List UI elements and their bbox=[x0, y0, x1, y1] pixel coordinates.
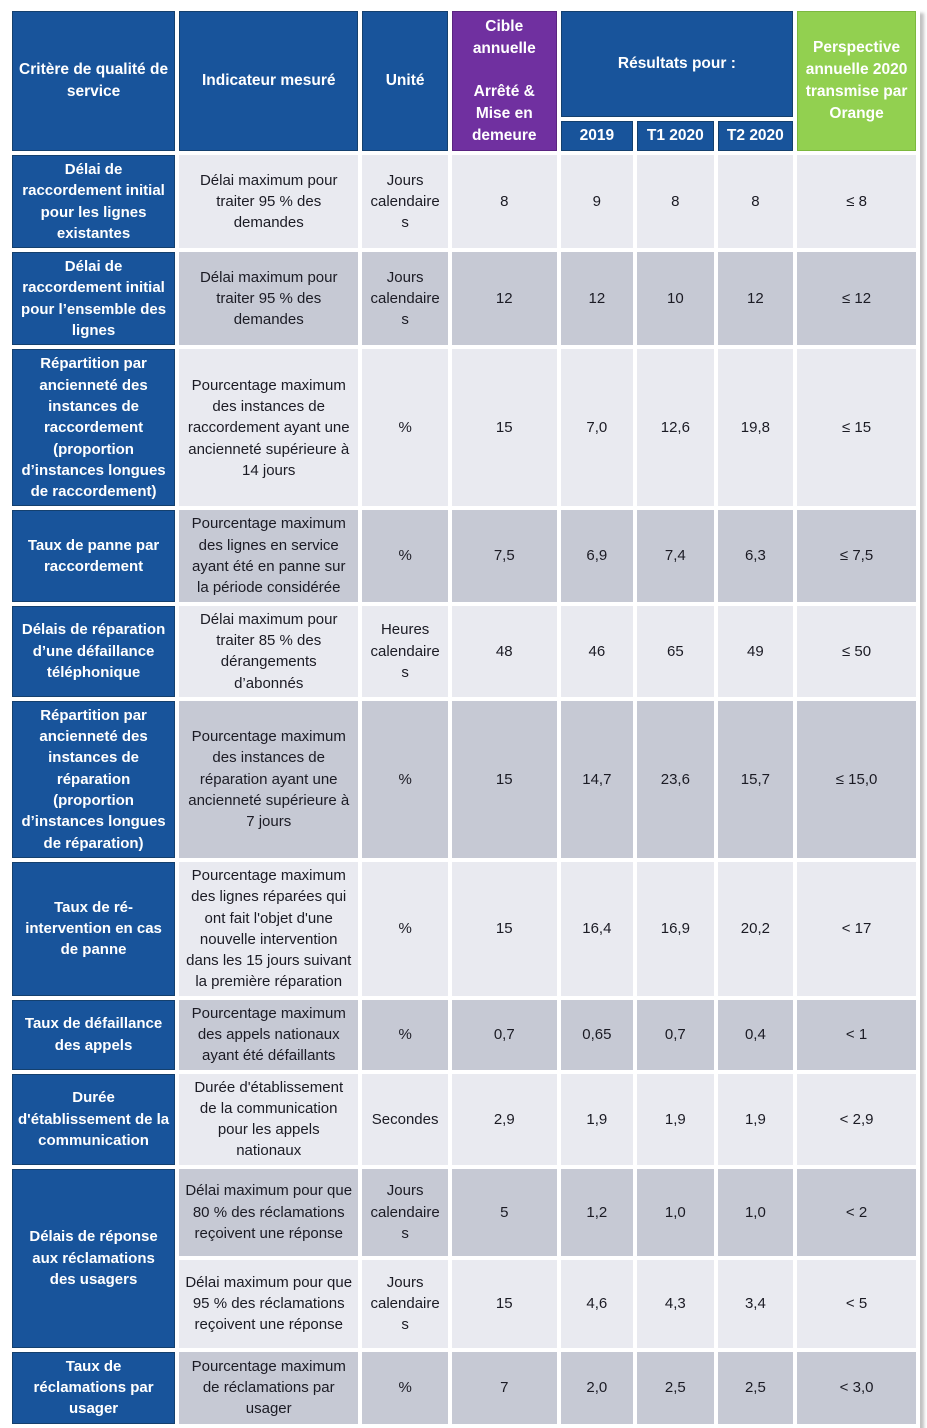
table-row bbox=[12, 1352, 916, 1424]
result-t1-2020-cell: 1,9 bbox=[637, 1074, 714, 1165]
perspective-cell: < 2 bbox=[797, 1169, 916, 1256]
criterion-cell: Taux de réclamations par usager bbox=[12, 1352, 175, 1424]
result-2019-cell: 0,65 bbox=[561, 1000, 633, 1070]
annual-target-cell: 15 bbox=[452, 349, 557, 506]
perspective-cell: < 2,9 bbox=[797, 1074, 916, 1165]
criterion-cell: Taux de ré-intervention en cas de panne bbox=[12, 862, 175, 996]
table-row bbox=[12, 606, 916, 697]
col-header-criterion: Critère de qualité de service bbox=[12, 11, 175, 151]
criterion-cell: Répartition par ancienneté des instances de raccordement (proportion d’instances longues de raccordement) bbox=[12, 349, 175, 506]
result-t2-2020-cell: 49 bbox=[718, 606, 794, 697]
col-header-unit: Unité bbox=[362, 11, 448, 151]
unit-cell: Jours calendaires bbox=[362, 1260, 448, 1348]
annual-target-cell: 48 bbox=[452, 606, 557, 697]
table-row bbox=[12, 1169, 916, 1256]
result-t2-2020-cell: 19,8 bbox=[718, 349, 794, 506]
col-header-t2-2020: T2 2020 bbox=[718, 121, 794, 151]
criterion-cell: Taux de panne par raccordement bbox=[12, 510, 175, 601]
table-row bbox=[12, 862, 916, 996]
criterion-cell: Délai de raccordement initial pour les lignes existantes bbox=[12, 155, 175, 248]
result-t2-2020-cell: 1,9 bbox=[718, 1074, 794, 1165]
indicator-cell: Pourcentage maximum des lignes réparées qui ont fait l'objet d'une nouvelle intervention dans les 15 jours suivant la première réparation bbox=[179, 862, 358, 996]
result-t1-2020-cell: 8 bbox=[637, 155, 714, 248]
unit-cell: Secondes bbox=[362, 1074, 448, 1165]
annual-target-cell: 5 bbox=[452, 1169, 557, 1256]
result-t1-2020-cell: 2,5 bbox=[637, 1352, 714, 1424]
annual-target-cell: 8 bbox=[452, 155, 557, 248]
indicator-cell: Pourcentage maximum des instances de raccordement ayant une ancienneté supérieure à 14 jours bbox=[179, 349, 358, 506]
result-2019-cell: 16,4 bbox=[561, 862, 633, 996]
unit-cell: Jours calendaires bbox=[362, 252, 448, 345]
annual-target-line2: Arrêté & Mise en demeure bbox=[471, 82, 537, 144]
result-t1-2020-cell: 4,3 bbox=[637, 1260, 714, 1348]
perspective-cell: ≤ 8 bbox=[797, 155, 916, 248]
unit-cell: Jours calendaires bbox=[362, 1169, 448, 1256]
perspective-cell: ≤ 12 bbox=[797, 252, 916, 345]
result-t1-2020-cell: 10 bbox=[637, 252, 714, 345]
table-row bbox=[12, 510, 916, 601]
table-row bbox=[12, 1074, 916, 1165]
result-t1-2020-cell: 16,9 bbox=[637, 862, 714, 996]
criterion-cell: Taux de défaillance des appels bbox=[12, 1000, 175, 1070]
annual-target-cell: 15 bbox=[452, 701, 557, 858]
result-t1-2020-cell: 0,7 bbox=[637, 1000, 714, 1070]
annual-target-cell: 15 bbox=[452, 862, 557, 996]
indicator-cell: Délai maximum pour que 95 % des réclamations reçoivent une réponse bbox=[179, 1260, 358, 1348]
result-t2-2020-cell: 0,4 bbox=[718, 1000, 794, 1070]
indicator-cell: Pourcentage maximum des appels nationaux ayant été défaillants bbox=[179, 1000, 358, 1070]
perspective-cell: < 17 bbox=[797, 862, 916, 996]
perspective-cell: ≤ 15 bbox=[797, 349, 916, 506]
col-header-annual-target bbox=[452, 11, 557, 151]
indicator-cell: Délai maximum pour traiter 85 % des dérangements d’abonnés bbox=[179, 606, 358, 697]
result-2019-cell: 1,2 bbox=[561, 1169, 633, 1256]
unit-cell: % bbox=[362, 862, 448, 996]
perspective-cell: ≤ 50 bbox=[797, 606, 916, 697]
result-t2-2020-cell: 15,7 bbox=[718, 701, 794, 858]
table-row bbox=[12, 155, 916, 248]
result-t2-2020-cell: 2,5 bbox=[718, 1352, 794, 1424]
perspective-cell: < 3,0 bbox=[797, 1352, 916, 1424]
indicator-cell: Pourcentage maximum de réclamations par usager bbox=[179, 1352, 358, 1424]
table-header bbox=[12, 11, 916, 151]
unit-cell: % bbox=[362, 349, 448, 506]
annual-target-line1: Cible annuelle bbox=[472, 17, 536, 57]
criterion-cell: Délai de raccordement initial pour l’ensemble des lignes bbox=[12, 252, 175, 345]
result-t2-2020-cell: 20,2 bbox=[718, 862, 794, 996]
indicator-cell: Délai maximum pour que 80 % des réclamations reçoivent une réponse bbox=[179, 1169, 358, 1256]
unit-cell: % bbox=[362, 510, 448, 601]
result-t2-2020-cell: 12 bbox=[718, 252, 794, 345]
result-2019-cell: 2,0 bbox=[561, 1352, 633, 1424]
col-header-t1-2020: T1 2020 bbox=[637, 121, 714, 151]
unit-cell: % bbox=[362, 1000, 448, 1070]
table-row bbox=[12, 1000, 916, 1070]
unit-cell: % bbox=[362, 1352, 448, 1424]
result-t1-2020-cell: 65 bbox=[637, 606, 714, 697]
criterion-cell: Durée d'établissement de la communication bbox=[12, 1074, 175, 1165]
table-body bbox=[12, 155, 916, 1424]
annual-target-cell: 7,5 bbox=[452, 510, 557, 601]
result-2019-cell: 6,9 bbox=[561, 510, 633, 601]
criterion-cell: Répartition par ancienneté des instances de réparation (proportion d’instances longues de réparation) bbox=[12, 701, 175, 858]
criterion-cell: Délais de réparation d’une défaillance téléphonique bbox=[12, 606, 175, 697]
quality-of-service-table bbox=[8, 7, 920, 1428]
result-2019-cell: 46 bbox=[561, 606, 633, 697]
indicator-cell: Durée d'établissement de la communication pour les appels nationaux bbox=[179, 1074, 358, 1165]
result-2019-cell: 1,9 bbox=[561, 1074, 633, 1165]
result-2019-cell: 14,7 bbox=[561, 701, 633, 858]
unit-cell: Heures calendaires bbox=[362, 606, 448, 697]
annual-target-cell: 2,9 bbox=[452, 1074, 557, 1165]
table-row bbox=[12, 252, 916, 345]
perspective-cell: < 1 bbox=[797, 1000, 916, 1070]
col-header-results: Résultats pour : bbox=[561, 11, 794, 117]
result-2019-cell: 7,0 bbox=[561, 349, 633, 506]
unit-cell: % bbox=[362, 701, 448, 858]
result-t1-2020-cell: 1,0 bbox=[637, 1169, 714, 1256]
annual-target-cell: 7 bbox=[452, 1352, 557, 1424]
indicator-cell: Délai maximum pour traiter 95 % des demandes bbox=[179, 155, 358, 248]
perspective-cell: ≤ 7,5 bbox=[797, 510, 916, 601]
result-t2-2020-cell: 6,3 bbox=[718, 510, 794, 601]
indicator-cell: Pourcentage maximum des lignes en service ayant été en panne sur la période considérée bbox=[179, 510, 358, 601]
table-row bbox=[12, 349, 916, 506]
perspective-cell: ≤ 15,0 bbox=[797, 701, 916, 858]
table-row bbox=[12, 701, 916, 858]
result-t1-2020-cell: 7,4 bbox=[637, 510, 714, 601]
header-row-main bbox=[12, 11, 916, 117]
col-header-perspective: Perspective annuelle 2020 transmise par Orange bbox=[797, 11, 916, 151]
result-2019-cell: 12 bbox=[561, 252, 633, 345]
result-t2-2020-cell: 8 bbox=[718, 155, 794, 248]
unit-cell: Jours calendaires bbox=[362, 155, 448, 248]
result-2019-cell: 4,6 bbox=[561, 1260, 633, 1348]
perspective-cell: < 5 bbox=[797, 1260, 916, 1348]
col-header-2019: 2019 bbox=[561, 121, 633, 151]
result-t1-2020-cell: 23,6 bbox=[637, 701, 714, 858]
annual-target-cell: 15 bbox=[452, 1260, 557, 1348]
annual-target-cell: 12 bbox=[452, 252, 557, 345]
indicator-cell: Pourcentage maximum des instances de réparation ayant une ancienneté supérieure à 7 jours bbox=[179, 701, 358, 858]
criterion-cell: Délais de réponse aux réclamations des usagers bbox=[12, 1169, 175, 1348]
annual-target-cell: 0,7 bbox=[452, 1000, 557, 1070]
result-2019-cell: 9 bbox=[561, 155, 633, 248]
indicator-cell: Délai maximum pour traiter 95 % des demandes bbox=[179, 252, 358, 345]
result-t2-2020-cell: 3,4 bbox=[718, 1260, 794, 1348]
col-header-indicator: Indicateur mesuré bbox=[179, 11, 358, 151]
result-t2-2020-cell: 1,0 bbox=[718, 1169, 794, 1256]
result-t1-2020-cell: 12,6 bbox=[637, 349, 714, 506]
